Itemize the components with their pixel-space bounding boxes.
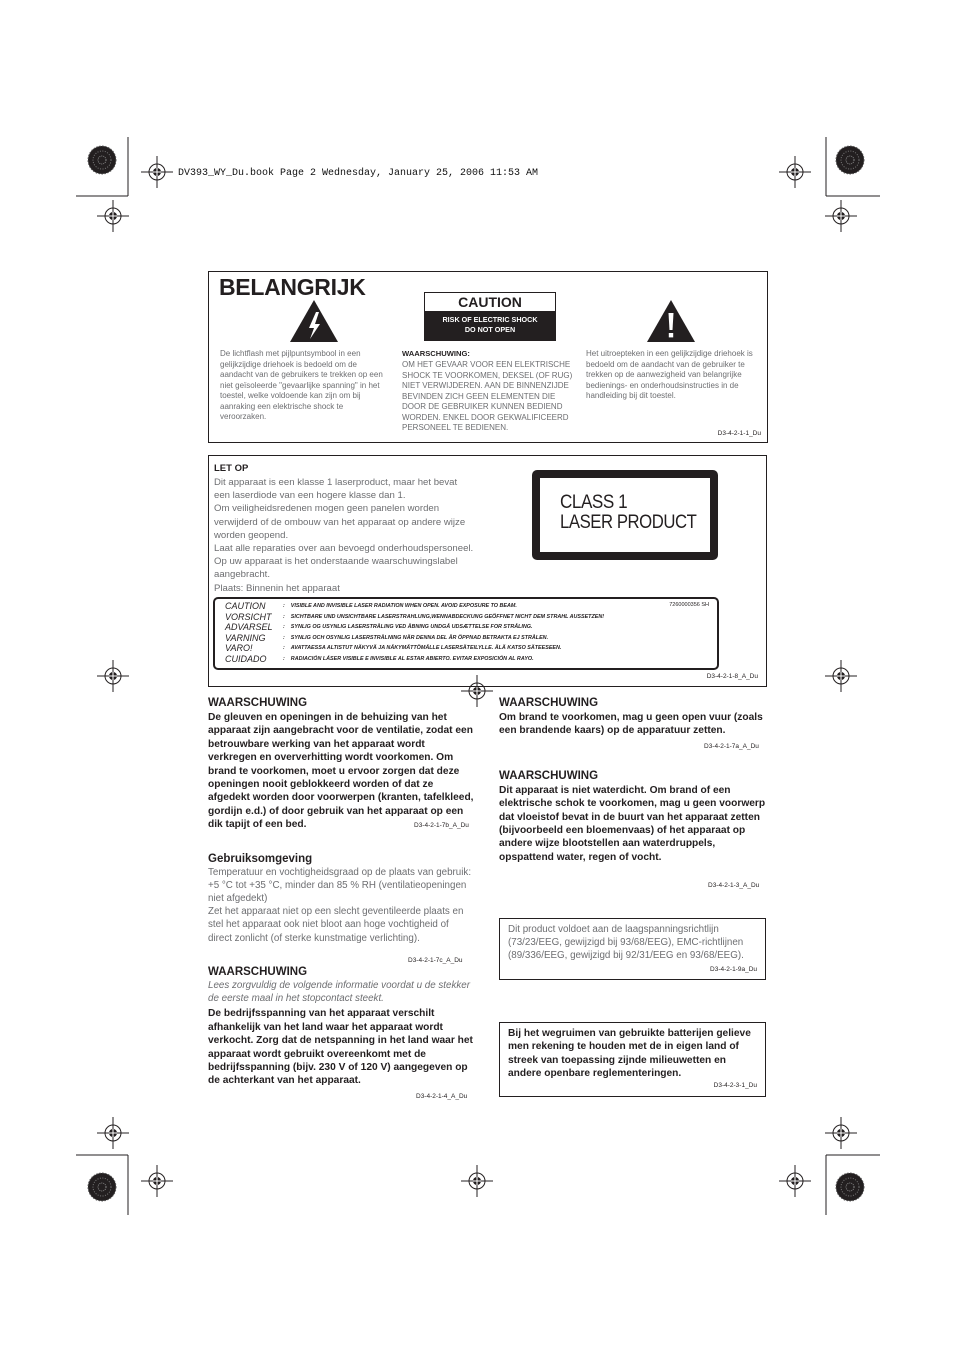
voltage-warning-italic: Lees zorgvuldig de volgende informatie voordat u de stekker de eerste maal in het stopcontact steekt.: [208, 979, 470, 1005]
file-header: DV393_WY_Du.book Page 2 Wednesday, January 25, 2006 11:53 AM: [178, 168, 539, 179]
voltage-warning-code: D3-4-2-1-4_A_Du: [416, 1093, 468, 1100]
fire-warning-text: Om brand te voorkomen, mag u geen open vuur (zoals een brandende kaars) op de apparatuur zetten.: [499, 712, 763, 737]
class1-laser-label: [532, 470, 718, 560]
letop-line: een laserdiode van een hogere klasse dan 1.: [214, 490, 406, 502]
compliance-text: Dit product voldoet aan de laagspanningsrichtlijn (73/23/EEG, gewijzigd bij 93/68/EEG), EMC-richtlijnen (89/336/EEG, gewijzigd bij 92/31/EEG en 93/68/EEG).: [508, 924, 744, 962]
laser-row-text: AVATTAESSA ALTISTUT NÄKYVÄ JA NÄKYMÄTTÖMÄLLE LASERSÄTEILYLLE. ÄLÄ KATSO SÄTEESEEN.: [290, 645, 562, 652]
exclamation-warning-icon: [646, 299, 696, 343]
laser-row-text: SYNLIG OCH OSYNLIG LASERSTRÅLNING NÄR DENNA DEL ÄR ÖPPNAD BETRAKTA EJ STRÅLEN.: [290, 634, 549, 641]
compliance-code: D3-4-2-1-9a_Du: [710, 966, 757, 973]
middle-warning-heading: WAARSCHUWING:: [402, 349, 470, 358]
environment-code: D3-4-2-1-7c_A_Du: [408, 957, 463, 964]
lightning-warning-icon: [289, 299, 339, 343]
caution-label: [424, 292, 556, 341]
letop-line: aangebracht.: [214, 569, 271, 581]
laser-row-label: VORSICHT: [225, 611, 272, 622]
voltage-warning-title: WAARSCHUWING: [208, 965, 308, 978]
letop-code: D3-4-2-1-8_A_Du: [706, 673, 758, 680]
laser-row-label: VARO!: [225, 643, 253, 654]
battery-box: [499, 1022, 766, 1097]
battery-code: D3-4-2-3-1_Du: [713, 1082, 757, 1089]
compliance-box: [499, 918, 766, 980]
laser-row-text: SICHTBARE UND UNSICHTBARE LASERSTRAHLUNG,WENNABDECKUNG GEÖFFNET NICHT DEM STRAHL AUSSETZEN!: [290, 613, 605, 620]
ventilation-warning-text: De gleuven en openingen in de behuizing van het apparaat zijn aangebracht voor de ventilatie, zodat een betrouwbare werking van het apparaat wordt verkregen en oververhitting wordt voorkomen. Om brand te voorkomen, moet u ervoor zorgen dat deze openingen nooit geblokkeerd worden of dat ze afgedekt worden door voorwerpen (kranten, tafelkleed, gordijn e.d.) of door gebruik van het apparaat op een dik tapijt of een bed.: [208, 712, 474, 831]
letop-line: Laat alle reparaties over aan bevoegd onderhoudspersoneel.: [214, 543, 474, 555]
belangrijk-box: [208, 271, 768, 443]
caution-label-title: CAUTION: [425, 293, 555, 311]
letop-line: Dit apparaat is een klasse 1 laserproduct, maar het bevat: [214, 477, 458, 488]
left-column: [208, 697, 474, 1100]
letop-line: Om veiligheidsredenen mogen geen panelen worden: [214, 503, 440, 515]
battery-text: Bij het wegruimen van gebruikte batterijen gelieve men rekening te houden met de in eigen land of streek van toepassing zijnde milieuwetten en andere openbare reglementeringen.: [508, 1028, 751, 1080]
water-warning-title: WAARSCHUWING: [499, 769, 599, 782]
belangrijk-code: D3-4-2-1-1_Du: [717, 430, 761, 437]
letop-line: worden geopend.: [214, 529, 289, 541]
laser-row-label: VARNING: [225, 632, 266, 643]
laser-row-label: ADVARSEL: [225, 622, 273, 633]
voltage-warning-text: De bedrijfsspanning van het apparaat verschilt afhankelijk van het land waar het apparaat wordt verkocht. Zorg dat de netspanning in het land waar het apparaat wordt gebruikt overeenkomt met de bedrijfsspanning (bijv. 230 V of 120 V) aangegeven op de achterkant van het apparaat.: [208, 1008, 473, 1087]
laser-warning-label: 7260000356 SH CAUTION : VISIBLE AND INVISIBLE LASER RADIATION WHEN OPEN. AVOID EXPOSURE TO BEAM. VORSICHT : SICHTBARE UND UNSICHTBARE LASERSTRAHLUNG,WENNABDECKUNG GEÖFFNET NICHT DEM STRAHL AUSSETZEN! ADVARSEL : SYNLIG OG USYNLIG LASERSTRÅLING VED ÅBNING UNDGÅ UDSÆTTELSE FOR STRÅLING. VARNING : SYNLIG OCH OSYNLIG LASERSTRÅLNING NÄR DENNA DEL ÄR ÖPPNAD BETRAKTA EJ STRÅLEN. VARO! : AVATTAESSA ALTISTUT NÄKYVÄ JA NÄKYMÄTTÖMÄLLE LASERSÄTEILYLLE. ÄLÄ KATSO SÄTEESEEN. CUIDADO : RADIACIÓN LÁSER VISIBLE E INVISIBLE AL ESTAR ABIERTO. EVITAR EXPOSICIÓN AL RAYO.: [213, 597, 719, 670]
water-warning-code: D3-4-2-1-3_A_Du: [708, 882, 760, 889]
letop-text: [214, 476, 514, 595]
fire-warning-code: D3-4-2-1-7a_A_Du: [704, 743, 759, 750]
environment-title: Gebruiksomgeving: [208, 852, 313, 865]
lightning-description: De lichtflash met pijlpuntsymbool in een gelijkzijdige driehoek is bedoeld om de aandacht van de gebruikers te trekken op een niet geïsoleerde "gevaarlijke spanning" in het toestel, welke voldoende kan zijn om bij aanraking een elektrische shock te veroorzaken.: [220, 349, 383, 421]
right-column: [499, 697, 767, 889]
laser-row-text: VISIBLE AND INVISIBLE LASER RADIATION WHEN OPEN. AVOID EXPOSURE TO BEAM.: [290, 603, 517, 609]
water-warning-text: Dit apparaat is niet waterdicht. Om brand of een elektrische schok te voorkomen, mag u geen voorwerp dat vloeistof bevat in de buurt van het apparaat zetten (bijvoorbeeld een bloemenvaas) of het apparaat op andere wijze blootstellen aan waterdruppels, opspattend water, regen of vocht.: [499, 784, 766, 863]
caution-label-line1: RISK OF ELECTRIC SHOCK: [442, 315, 538, 324]
ventilation-warning-code: D3-4-2-1-7b_A_Du: [414, 822, 469, 829]
class1-label-line2: LASER PRODUCT: [560, 512, 697, 533]
middle-warning-text: OM HET GEVAAR VOOR EEN ELEKTRISCHE SHOCK TE VOORKOMEN, DEKSEL (OF RUG) NIET VERWIJDEREN. AAN DE BINNENZIJDE BEVINDEN ZICH GEEN ELEMENTEN DIE DOOR DE GEBRUIKER KUNNEN BEDIEND WORDEN. ENKEL DOOR GEKWALIFICEERD PERSONEEL TE BEDIENEN.: [402, 360, 573, 432]
fire-warning-title: WAARSCHUWING: [499, 697, 599, 709]
environment-text: Temperatuur en vochtigheidsgraad op de plaats van gebruik: +5 °C tot +35 °C, minder dan 85 % RH (ventilatieopeningen niet afgedekt) Zet het apparaat niet op een slecht geventileerde plaats en stel het apparaat ook niet bloot aan hoge vochtigheid of direct zonlicht (of sterke kunstmatige verlichting).: [208, 866, 472, 944]
belangrijk-title: BELANGRIJK: [219, 274, 366, 300]
laser-row-label: CAUTION: [225, 601, 266, 611]
letop-box: [208, 455, 767, 687]
laser-label-code: 7260000356 SH: [669, 602, 709, 608]
caution-label-line2: DO NOT OPEN: [464, 324, 516, 334]
laser-row-label: CUIDADO: [225, 653, 267, 664]
letop-line: Op uw apparaat is het onderstaande waarschuwingslabel: [214, 556, 458, 568]
letop-line: Plaats: Binnenin het apparaat: [214, 582, 340, 594]
ventilation-warning-title: WAARSCHUWING: [208, 697, 308, 709]
laser-row-text: SYNLIG OG USYNLIG LASERSTRÅLING VED ÅBNING UNDGÅ UDSÆTTELSE FOR STRÅLING.: [290, 624, 533, 631]
class1-label-line1: CLASS 1: [560, 492, 628, 513]
exclamation-description: Het uitroepteken in een gelijkzijdige driehoek is bedoeld om de aandacht van de gebruiker te trekken op de aanwezigheid van belangrijke bedienings- en onderhoudsinstructies in de handleiding bij dit toestel.: [586, 349, 753, 400]
letop-title: LET OP: [214, 463, 249, 474]
laser-row-text: RADIACIÓN LÁSER VISIBLE E INVISIBLE AL ESTAR ABIERTO. EVITAR EXPOSICIÓN AL RAYO.: [290, 655, 534, 662]
letop-line: verwijderd of de ombouw van het apparaat op andere wijze: [214, 516, 466, 528]
